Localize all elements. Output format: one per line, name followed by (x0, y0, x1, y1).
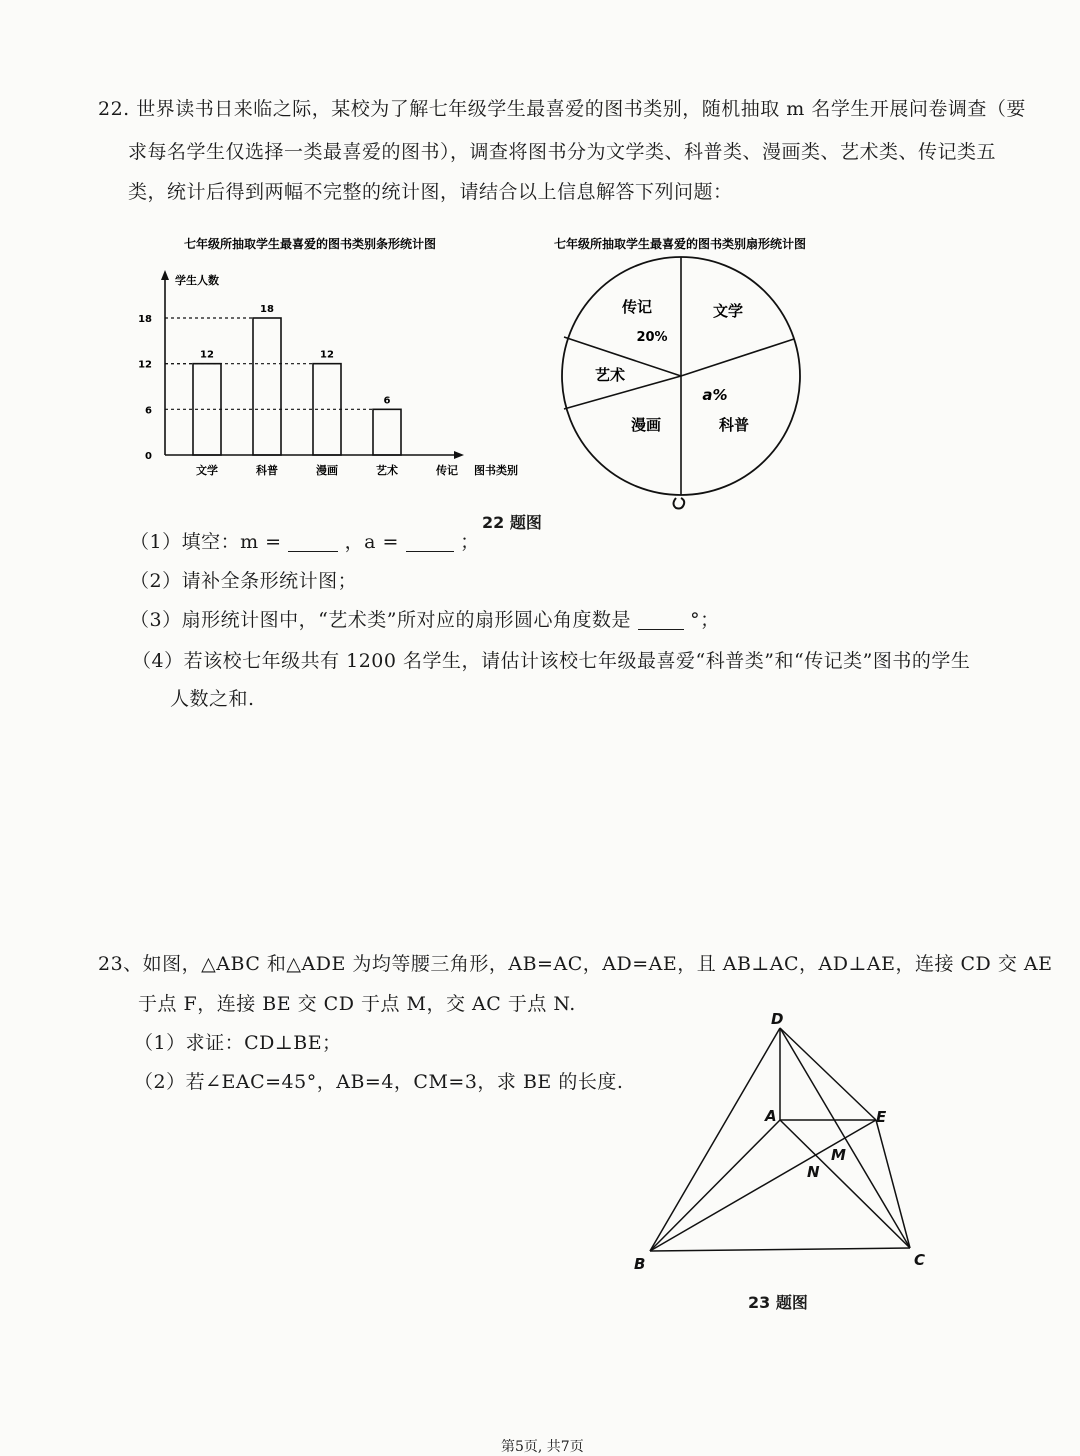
q22-sub-1-text-b: ，a = (344, 531, 399, 553)
q22-sub-3-text-b: °； (690, 609, 720, 631)
bar-data-label: 12 (200, 349, 214, 361)
q22-sub-1-text-c: ； (460, 531, 480, 553)
geometry-figure (620, 1005, 940, 1275)
q22-sub-1-text-a: （1）填空：m = (130, 531, 282, 553)
point-label-B: B (634, 1255, 646, 1273)
x-tick-label: 科普 (256, 464, 278, 477)
y-tick-label: 0 (145, 451, 152, 462)
bar-data-label: 12 (320, 349, 334, 361)
point-label-C: C (914, 1251, 926, 1269)
bar (373, 409, 401, 455)
pie-value-biography: 20% (636, 330, 668, 345)
segment-BE (650, 1120, 876, 1251)
segment-DE (780, 1028, 876, 1120)
q22-line-2: 求每名学生仅选择一类最喜爱的图书），调查将图书分为文学类、科普类、漫画类、艺术类、传记类五 (128, 141, 997, 163)
x-tick-label: 传记 (436, 464, 458, 477)
pie-label-comics: 漫画 (630, 416, 662, 434)
bar-data-label: 18 (260, 304, 274, 315)
pie-label-art: 艺术 (594, 366, 626, 384)
bar-chart-xlabel: 图书类别 (474, 464, 518, 477)
bar (253, 318, 281, 455)
q23-sub-1: （1）求证：CD⊥BE； (134, 1032, 342, 1054)
q22-sub-2: （2）请补全条形统计图； (130, 570, 358, 592)
bar-chart (120, 230, 560, 490)
segment-EC (876, 1120, 910, 1248)
bar-chart-ylabel: 学生人数 (175, 274, 219, 287)
y-axis-arrow (161, 270, 169, 280)
bar-chart-title: 七年级所抽取学生最喜爱的图书类别条形统计图 (183, 237, 437, 251)
pie-label-literature: 文学 (712, 302, 744, 320)
pie-divider-3 (681, 339, 794, 376)
scribble-mark (674, 498, 685, 509)
pie-label-biography: 传记 (621, 298, 653, 316)
pie-chart (530, 230, 850, 520)
segment-BC (650, 1248, 910, 1251)
q23-line-2: 于点 F，连接 BE 交 CD 于点 M，交 AC 于点 N. (138, 993, 576, 1015)
y-tick-label: 18 (138, 314, 152, 325)
point-label-M: M (831, 1146, 846, 1164)
point-label-E: E (876, 1108, 887, 1126)
q22-sub-4-cont: 人数之和. (170, 688, 255, 710)
point-label-A: A (765, 1107, 777, 1125)
x-tick-label: 漫画 (316, 464, 338, 477)
q22-sub-1 (130, 533, 480, 552)
q22-line-3: 类，统计后得到两幅不完整的统计图，请结合以上信息解答下列问题： (128, 181, 733, 203)
blank-a[interactable] (406, 535, 454, 552)
y-tick-label: 6 (145, 405, 152, 417)
pie-chart-title: 七年级所抽取学生最喜爱的图书类别扇形统计图 (553, 237, 807, 251)
x-tick-label: 文学 (196, 464, 218, 477)
q22-sub-3-text-a: （3）扇形统计图中，“艺术类”所对应的扇形圆心角度数是 (130, 609, 632, 631)
q23-sub-2: （2）若∠EAC=45°，AB=4，CM=3，求 BE 的长度. (134, 1071, 624, 1093)
q22-figure-caption: 22 题图 (482, 513, 542, 532)
page-footer: 第5页, 共7页 (501, 1439, 584, 1455)
q22-sub-3 (130, 611, 720, 630)
blank-m[interactable] (288, 535, 338, 552)
blank-angle[interactable] (638, 613, 684, 630)
q23-figure-caption: 23 题图 (748, 1293, 808, 1312)
y-tick-label: 12 (138, 359, 152, 371)
point-label-D: D (771, 1010, 784, 1028)
point-label-N: N (807, 1163, 820, 1181)
q23-line-1: 23、如图，△ABC 和△ADE 为均等腰三角形，AB=AC，AD=AE，且 AB⊥AC，AD⊥AE，连接 CD 交 AE (98, 953, 1053, 975)
q22-line-1: 22. 世界读书日来临之际，某校为了解七年级学生最喜爱的图书类别，随机抽取 m 名学生开展问卷调查（要 (98, 98, 1026, 120)
pie-value-science: a% (702, 386, 728, 404)
bar-data-label: 6 (383, 395, 391, 407)
q22-sub-4: （4）若该校七年级共有 1200 名学生，请估计该校七年级最喜爱“科普类”和“传记类”图书的学生 (132, 650, 971, 672)
x-tick-label: 艺术 (376, 464, 398, 477)
x-axis-arrow (454, 451, 464, 459)
pie-label-science: 科普 (718, 416, 750, 434)
